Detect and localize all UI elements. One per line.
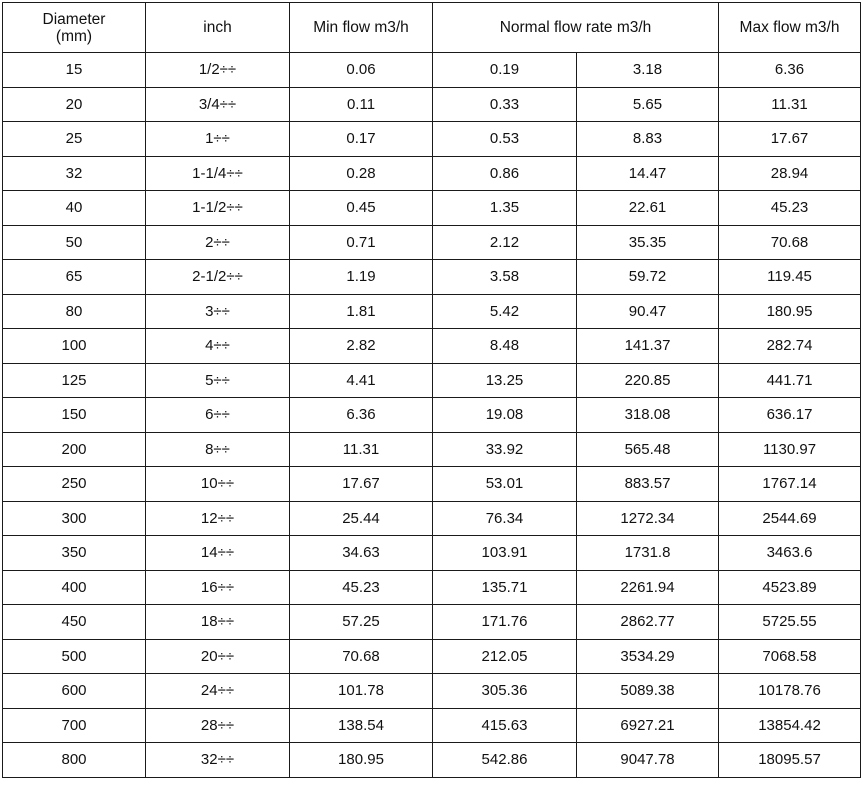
cell-normal-flow-high: 14.47 xyxy=(577,156,719,191)
cell-normal-flow-low: 76.34 xyxy=(433,501,577,536)
cell-min-flow: 138.54 xyxy=(290,708,433,743)
cell-normal-flow-high: 318.08 xyxy=(577,398,719,433)
cell-max-flow: 45.23 xyxy=(719,191,861,226)
table-row xyxy=(3,674,861,709)
cell-diameter: 600 xyxy=(3,674,146,709)
cell-min-flow: 2.82 xyxy=(290,329,433,364)
cell-max-flow: 6.36 xyxy=(719,53,861,88)
cell-normal-flow-high: 35.35 xyxy=(577,225,719,260)
cell-max-flow: 1767.14 xyxy=(719,467,861,502)
cell-normal-flow-low: 0.19 xyxy=(433,53,577,88)
cell-normal-flow-high: 59.72 xyxy=(577,260,719,295)
cell-inch: 14÷÷ xyxy=(146,536,290,571)
table-row xyxy=(3,225,861,260)
cell-normal-flow-low: 3.58 xyxy=(433,260,577,295)
cell-diameter: 800 xyxy=(3,743,146,778)
table-row xyxy=(3,122,861,157)
cell-inch: 3÷÷ xyxy=(146,294,290,329)
cell-diameter: 40 xyxy=(3,191,146,226)
table-header xyxy=(3,3,861,53)
cell-max-flow: 11.31 xyxy=(719,87,861,122)
cell-min-flow: 0.17 xyxy=(290,122,433,157)
cell-inch: 18÷÷ xyxy=(146,605,290,640)
cell-normal-flow-high: 220.85 xyxy=(577,363,719,398)
cell-diameter: 700 xyxy=(3,708,146,743)
cell-max-flow: 636.17 xyxy=(719,398,861,433)
header-diameter xyxy=(3,3,146,53)
cell-min-flow: 45.23 xyxy=(290,570,433,605)
table-row xyxy=(3,708,861,743)
cell-diameter: 32 xyxy=(3,156,146,191)
cell-inch: 5÷÷ xyxy=(146,363,290,398)
cell-diameter: 100 xyxy=(3,329,146,364)
cell-normal-flow-low: 8.48 xyxy=(433,329,577,364)
table-row xyxy=(3,191,861,226)
cell-normal-flow-high: 3.18 xyxy=(577,53,719,88)
cell-normal-flow-low: 135.71 xyxy=(433,570,577,605)
cell-min-flow: 1.19 xyxy=(290,260,433,295)
cell-diameter: 250 xyxy=(3,467,146,502)
cell-diameter: 20 xyxy=(3,87,146,122)
cell-normal-flow-high: 6927.21 xyxy=(577,708,719,743)
cell-min-flow: 0.45 xyxy=(290,191,433,226)
cell-normal-flow-low: 53.01 xyxy=(433,467,577,502)
table-row xyxy=(3,294,861,329)
cell-inch: 6÷÷ xyxy=(146,398,290,433)
cell-inch: 2÷÷ xyxy=(146,225,290,260)
cell-diameter: 125 xyxy=(3,363,146,398)
cell-diameter: 400 xyxy=(3,570,146,605)
cell-inch: 1-1/2÷÷ xyxy=(146,191,290,226)
table-row xyxy=(3,501,861,536)
cell-max-flow: 441.71 xyxy=(719,363,861,398)
cell-inch: 28÷÷ xyxy=(146,708,290,743)
cell-max-flow: 2544.69 xyxy=(719,501,861,536)
cell-diameter: 80 xyxy=(3,294,146,329)
header-diameter-line2: (mm) xyxy=(55,27,93,45)
cell-normal-flow-high: 8.83 xyxy=(577,122,719,157)
cell-diameter: 150 xyxy=(3,398,146,433)
cell-normal-flow-high: 2862.77 xyxy=(577,605,719,640)
cell-min-flow: 0.11 xyxy=(290,87,433,122)
table-row xyxy=(3,363,861,398)
cell-normal-flow-low: 103.91 xyxy=(433,536,577,571)
table-row xyxy=(3,536,861,571)
cell-min-flow: 34.63 xyxy=(290,536,433,571)
cell-inch: 8÷÷ xyxy=(146,432,290,467)
cell-inch: 16÷÷ xyxy=(146,570,290,605)
cell-inch: 32÷÷ xyxy=(146,743,290,778)
cell-normal-flow-low: 33.92 xyxy=(433,432,577,467)
cell-min-flow: 70.68 xyxy=(290,639,433,674)
cell-max-flow: 180.95 xyxy=(719,294,861,329)
header-min-flow: Min flow m3/h xyxy=(290,3,433,53)
header-row xyxy=(3,3,861,53)
table-row xyxy=(3,432,861,467)
cell-inch: 12÷÷ xyxy=(146,501,290,536)
cell-max-flow: 7068.58 xyxy=(719,639,861,674)
cell-min-flow: 4.41 xyxy=(290,363,433,398)
header-max-flow: Max flow m3/h xyxy=(719,3,861,53)
header-normal-flow: Normal flow rate m3/h xyxy=(433,3,719,53)
cell-min-flow: 11.31 xyxy=(290,432,433,467)
cell-min-flow: 0.06 xyxy=(290,53,433,88)
cell-normal-flow-low: 19.08 xyxy=(433,398,577,433)
cell-diameter: 300 xyxy=(3,501,146,536)
cell-diameter: 50 xyxy=(3,225,146,260)
cell-inch: 1÷÷ xyxy=(146,122,290,157)
cell-normal-flow-high: 5.65 xyxy=(577,87,719,122)
cell-inch: 24÷÷ xyxy=(146,674,290,709)
table-row xyxy=(3,398,861,433)
cell-max-flow: 70.68 xyxy=(719,225,861,260)
cell-inch: 1/2÷÷ xyxy=(146,53,290,88)
cell-normal-flow-low: 0.86 xyxy=(433,156,577,191)
cell-min-flow: 17.67 xyxy=(290,467,433,502)
cell-max-flow: 4523.89 xyxy=(719,570,861,605)
table-row xyxy=(3,743,861,778)
cell-normal-flow-low: 1.35 xyxy=(433,191,577,226)
cell-max-flow: 18095.57 xyxy=(719,743,861,778)
cell-inch: 4÷÷ xyxy=(146,329,290,364)
cell-diameter: 500 xyxy=(3,639,146,674)
cell-min-flow: 101.78 xyxy=(290,674,433,709)
cell-diameter: 200 xyxy=(3,432,146,467)
cell-min-flow: 57.25 xyxy=(290,605,433,640)
cell-normal-flow-high: 141.37 xyxy=(577,329,719,364)
cell-min-flow: 25.44 xyxy=(290,501,433,536)
table-body xyxy=(3,53,861,778)
cell-normal-flow-high: 1272.34 xyxy=(577,501,719,536)
cell-normal-flow-high: 883.57 xyxy=(577,467,719,502)
table-row xyxy=(3,260,861,295)
table-row xyxy=(3,570,861,605)
cell-inch: 2-1/2÷÷ xyxy=(146,260,290,295)
cell-normal-flow-high: 1731.8 xyxy=(577,536,719,571)
cell-min-flow: 0.28 xyxy=(290,156,433,191)
flow-rate-table xyxy=(2,2,861,778)
cell-min-flow: 180.95 xyxy=(290,743,433,778)
cell-max-flow: 13854.42 xyxy=(719,708,861,743)
cell-normal-flow-low: 5.42 xyxy=(433,294,577,329)
cell-max-flow: 1130.97 xyxy=(719,432,861,467)
cell-min-flow: 0.71 xyxy=(290,225,433,260)
table-row xyxy=(3,53,861,88)
cell-min-flow: 6.36 xyxy=(290,398,433,433)
cell-diameter: 350 xyxy=(3,536,146,571)
table-row xyxy=(3,467,861,502)
table-row xyxy=(3,605,861,640)
cell-normal-flow-low: 212.05 xyxy=(433,639,577,674)
cell-min-flow: 1.81 xyxy=(290,294,433,329)
cell-normal-flow-low: 13.25 xyxy=(433,363,577,398)
cell-normal-flow-high: 9047.78 xyxy=(577,743,719,778)
cell-normal-flow-high: 5089.38 xyxy=(577,674,719,709)
cell-inch: 3/4÷÷ xyxy=(146,87,290,122)
cell-normal-flow-low: 0.33 xyxy=(433,87,577,122)
cell-normal-flow-low: 171.76 xyxy=(433,605,577,640)
cell-normal-flow-high: 22.61 xyxy=(577,191,719,226)
cell-diameter: 450 xyxy=(3,605,146,640)
cell-normal-flow-high: 3534.29 xyxy=(577,639,719,674)
cell-normal-flow-low: 542.86 xyxy=(433,743,577,778)
cell-normal-flow-high: 2261.94 xyxy=(577,570,719,605)
table-row xyxy=(3,87,861,122)
cell-diameter: 65 xyxy=(3,260,146,295)
cell-max-flow: 119.45 xyxy=(719,260,861,295)
header-inch: inch xyxy=(146,3,290,53)
cell-normal-flow-low: 0.53 xyxy=(433,122,577,157)
table-row xyxy=(3,329,861,364)
header-diameter-line1: Diameter xyxy=(42,10,106,28)
cell-inch: 1-1/4÷÷ xyxy=(146,156,290,191)
cell-max-flow: 17.67 xyxy=(719,122,861,157)
cell-max-flow: 28.94 xyxy=(719,156,861,191)
cell-max-flow: 5725.55 xyxy=(719,605,861,640)
cell-normal-flow-high: 90.47 xyxy=(577,294,719,329)
cell-diameter: 25 xyxy=(3,122,146,157)
cell-max-flow: 10178.76 xyxy=(719,674,861,709)
table-row xyxy=(3,639,861,674)
cell-diameter: 15 xyxy=(3,53,146,88)
table-row xyxy=(3,156,861,191)
cell-inch: 10÷÷ xyxy=(146,467,290,502)
cell-max-flow: 3463.6 xyxy=(719,536,861,571)
cell-normal-flow-low: 415.63 xyxy=(433,708,577,743)
cell-max-flow: 282.74 xyxy=(719,329,861,364)
cell-normal-flow-low: 305.36 xyxy=(433,674,577,709)
cell-normal-flow-low: 2.12 xyxy=(433,225,577,260)
cell-normal-flow-high: 565.48 xyxy=(577,432,719,467)
cell-inch: 20÷÷ xyxy=(146,639,290,674)
